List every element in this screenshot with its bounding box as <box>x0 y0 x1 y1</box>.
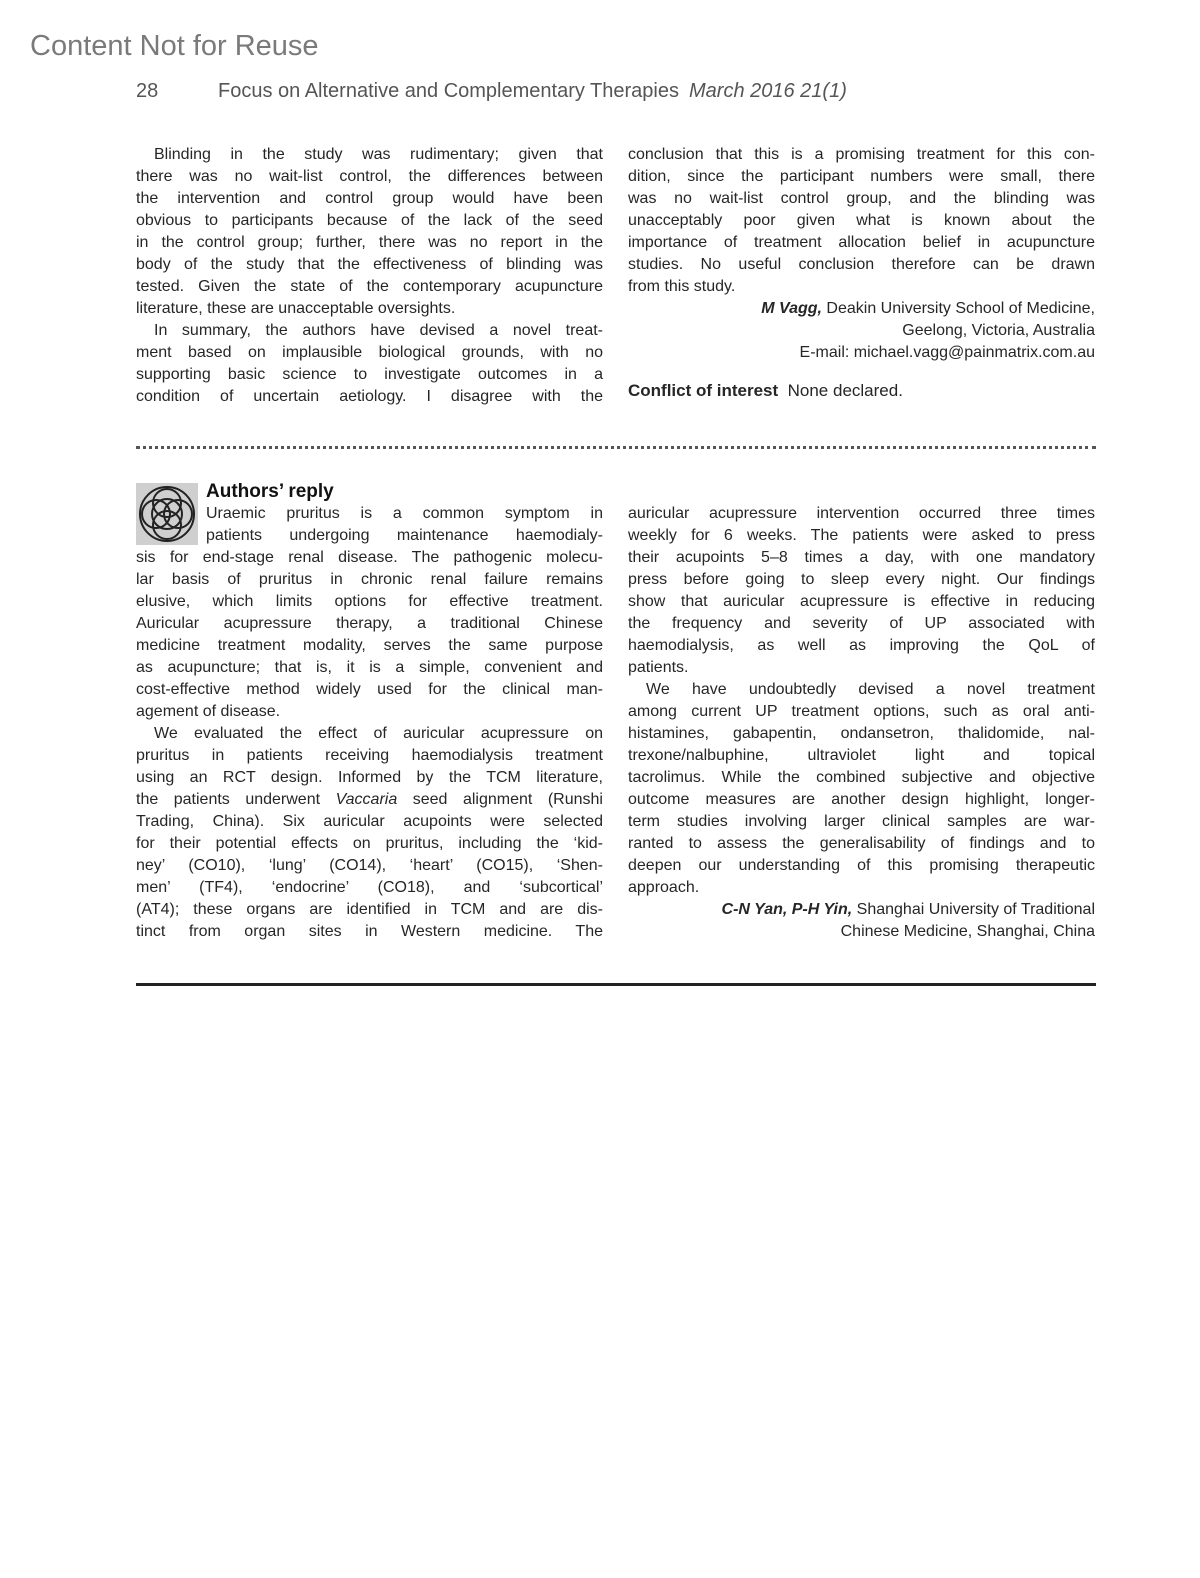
text-line: Auricular acupressure therapy, a traditional Chinese <box>136 615 603 632</box>
letter-signature <box>628 298 1095 402</box>
text-line: elusive, which limits options for effective treatment. <box>136 593 603 610</box>
text-line: there was no wait-list control, the differences between <box>136 168 603 185</box>
author-name: M Vagg, <box>761 300 822 317</box>
text-line: Uraemic pruritus is a common symptom in <box>206 505 603 522</box>
text-segment-italic: Vaccaria <box>335 791 398 808</box>
author-affiliation: Deakin University School of Medicine, <box>821 300 1095 317</box>
text-line: show that auricular acupressure is effective in reducing <box>628 593 1095 610</box>
reply-signature <box>628 899 1095 943</box>
text-line: In summary, the authors have devised a novel treat- <box>154 322 603 339</box>
journal-title: Focus on Alternative and Complementary Therapies <box>218 80 679 102</box>
text-line: ney’ (CO10), ‘lung’ (CO14), ‘heart’ (CO15), ‘Shen- <box>136 857 603 874</box>
text-line: for their potential effects on pruritus, including the ‘kid- <box>136 835 603 852</box>
reply-left-column <box>136 503 603 943</box>
text-line: studies. No useful conclusion therefore can be drawn <box>628 256 1095 273</box>
page-number: 28 <box>136 80 159 102</box>
text-line: ment based on implausible biological grounds, with no <box>136 344 603 361</box>
author-affiliation-location: Geelong, Victoria, Australia <box>902 322 1095 339</box>
text-line: literature, these are unacceptable oversights. <box>136 300 456 317</box>
text-line: their acupoints 5–8 times a day, with one mandatory <box>628 549 1095 566</box>
running-header <box>136 80 847 103</box>
text-line: term studies involving larger clinical samples are war- <box>628 813 1095 830</box>
text-line: ranted to assess the generalisability of findings and to <box>628 835 1095 852</box>
text-line: patients undergoing maintenance haemodialy- <box>206 527 603 544</box>
text-line: cost-effective method widely used for the clinical man- <box>136 681 603 698</box>
conflict-value: None declared. <box>787 381 903 400</box>
conflict-label: Conflict of interest <box>628 381 779 400</box>
text-line: auricular acupressure intervention occurred three times <box>628 505 1095 522</box>
letter-left-column <box>136 144 603 408</box>
reply-author-affiliation: Shanghai University of Traditional <box>852 901 1095 918</box>
end-rule <box>136 983 1096 986</box>
watermark: Content Not for Reuse <box>30 30 319 62</box>
reply-author-affiliation-2: Chinese Medicine, Shanghai, China <box>840 923 1095 940</box>
text-segment: seed alignment (Runshi <box>397 791 603 808</box>
text-line: weekly for 6 weeks. The patients were asked to press <box>628 527 1095 544</box>
text-line: unacceptably poor given what is known about the <box>628 212 1095 229</box>
text-line: deepen our understanding of this promising therapeutic <box>628 857 1095 874</box>
text-line: (AT4); these organs are identified in TCM and are dis- <box>136 901 603 918</box>
text-line: dition, since the participant numbers were small, there <box>628 168 1095 185</box>
text-line: importance of treatment allocation belief in acupuncture <box>628 234 1095 251</box>
text-line: body of the study that the effectiveness of blinding was <box>136 256 603 273</box>
text-line: supporting basic science to investigate outcomes in a <box>136 366 603 383</box>
text-line: tested. Given the state of the contemporary acupuncture <box>136 278 603 295</box>
text-line: We evaluated the effect of auricular acupressure on <box>154 725 603 742</box>
section-divider-dotted <box>136 446 1096 449</box>
text-line: condition of uncertain aetiology. I disagree with the <box>136 388 603 405</box>
text-line: trexone/nalbuphine, ultraviolet light and topical <box>628 747 1095 764</box>
text-line: sis for end-stage renal disease. The pathogenic molecu- <box>136 549 603 566</box>
text-line: pruritus in patients receiving haemodialysis treatment <box>136 747 603 764</box>
text-line: approach. <box>628 879 700 896</box>
text-line: was no wait-list control group, and the blinding was <box>628 190 1095 207</box>
text-line: Trading, China). Six auricular acupoints were selected <box>136 813 603 830</box>
letter-right-column <box>628 144 1095 298</box>
text-line: lar basis of pruritus in chronic renal failure remains <box>136 571 603 588</box>
text-line: conclusion that this is a promising treatment for this con- <box>628 146 1095 163</box>
reply-heading: Authors’ reply <box>206 481 334 502</box>
text-line: patients. <box>628 659 689 676</box>
text-line: outcome measures are another design highlight, longer- <box>628 791 1095 808</box>
text-line: We have undoubtedly devised a novel treatment <box>646 681 1095 698</box>
text-segment: the patients underwent <box>136 791 336 808</box>
text-line: among current UP treatment options, such as oral anti- <box>628 703 1095 720</box>
text-line: using an RCT design. Informed by the TCM literature, <box>136 769 603 786</box>
text-line: men’ (TF4), ‘endocrine’ (CO18), and ‘subcortical’ <box>136 879 603 896</box>
text-line: as acupuncture; that is, it is a simple, convenient and <box>136 659 603 676</box>
text-line: tinct from organ sites in Western medicine. The <box>136 923 603 940</box>
text-line: press before going to sleep every night. Our findings <box>628 571 1095 588</box>
text-line: obvious to participants because of the lack of the seed <box>136 212 603 229</box>
text-line: medicine treatment modality, serves the same purpose <box>136 637 603 654</box>
text-line: the frequency and severity of UP associated with <box>628 615 1095 632</box>
text-line: in the control group; further, there was no report in the <box>136 234 603 251</box>
text-line <box>136 789 603 811</box>
author-email: E-mail: michael.vagg@painmatrix.com.au <box>799 344 1095 361</box>
text-line: from this study. <box>628 278 736 295</box>
text-line: agement of disease. <box>136 703 281 720</box>
issue-info: March 2016 21(1) <box>689 80 847 102</box>
text-line: tacrolimus. While the combined subjective and objective <box>628 769 1095 786</box>
reply-right-column <box>628 503 1095 899</box>
text-line: histamines, gabapentin, ondansetron, thalidomide, nal- <box>628 725 1095 742</box>
text-line: the intervention and control group would have been <box>136 190 603 207</box>
text-line: Blinding in the study was rudimentary; given that <box>154 146 603 163</box>
text-line: haemodialysis, as well as improving the QoL of <box>628 637 1095 654</box>
reply-author-names: C-N Yan, P-H Yin, <box>721 901 853 918</box>
